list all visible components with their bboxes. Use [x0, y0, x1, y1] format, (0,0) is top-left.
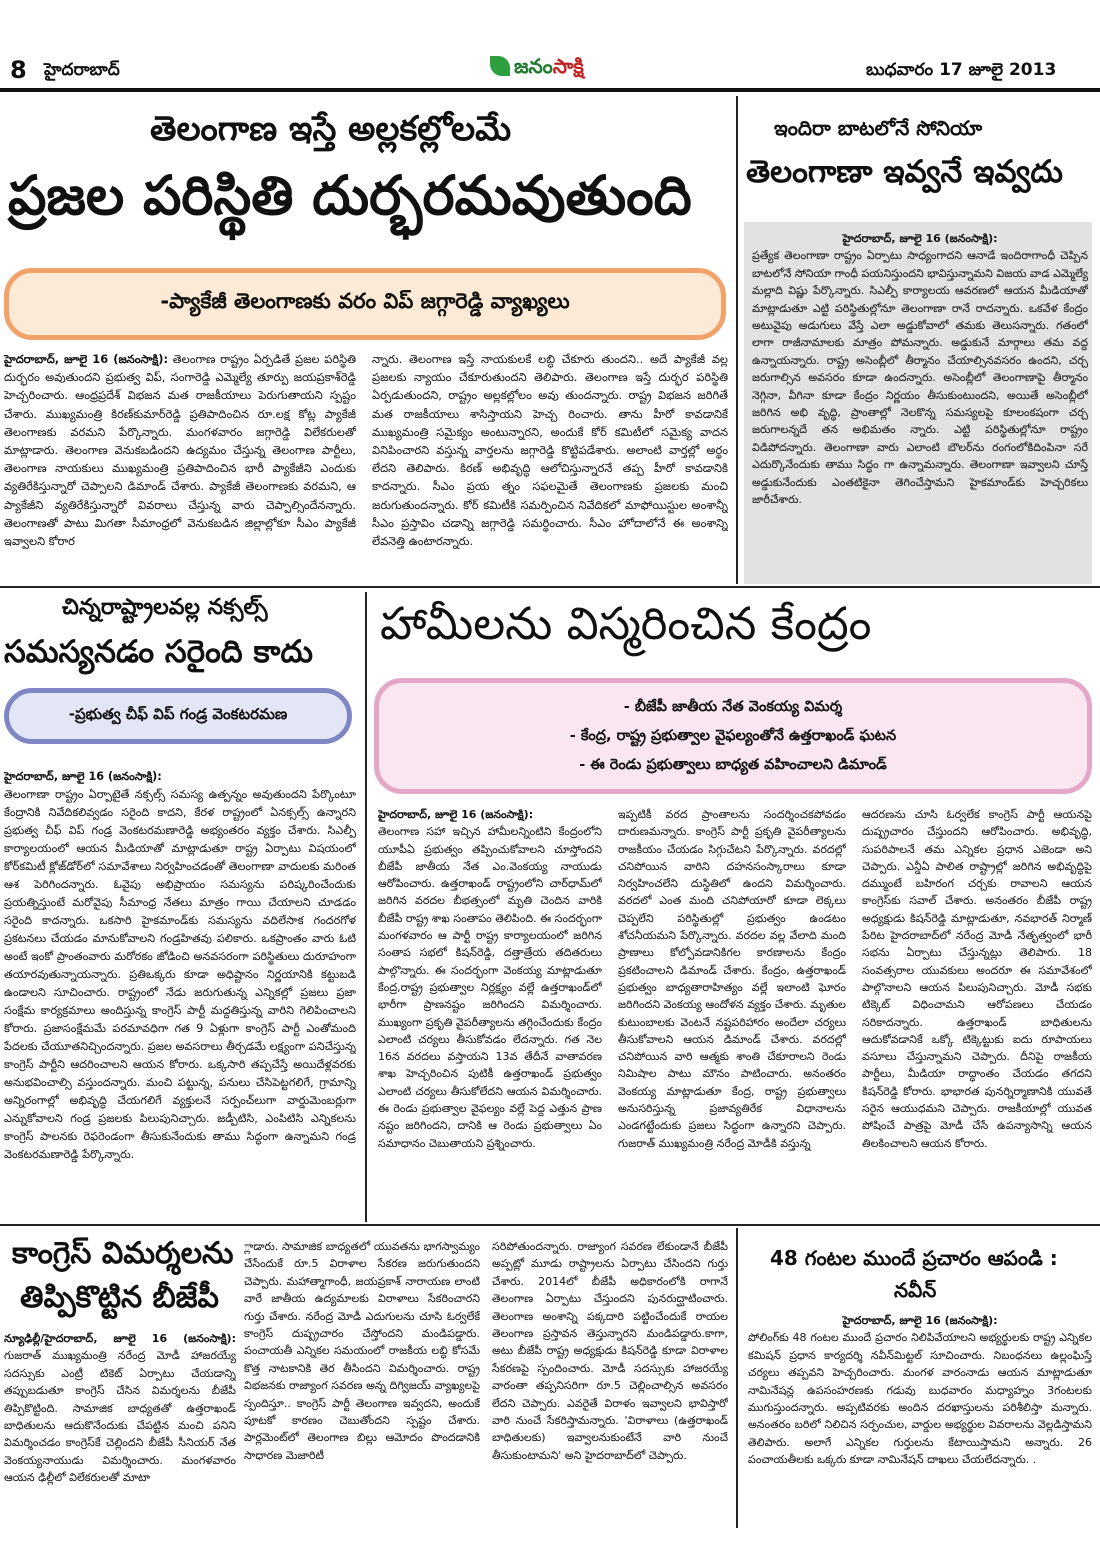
story4-headline: హామీలను విస్మరించిన కేంద్రం	[380, 597, 872, 650]
story1-col1-text: తెలంగాణ రాష్ట్రం ఏర్పడితే ప్రజల పరిస్థితి దుర్భరం అవుతుందని ప్రభుత్వ విప్‌, సంగారెడ్డి ఎమ్మెల్యే తూర్పు జయప్రకాశ్‌రెడ్డి హెచ్చరించారు. ఆంధ్రప్రదేశ్‌ విభజన మత రాజకీయాలు పెరుగుతాయని స్పష్టం చేశారు. ముఖ్యమంత్రి కిరణ్‌కుమార్‌రెడ్డి ప్రతిపాదించిన రూ.లక్ష కోట్ల ప్యాకేజీ తెలంగాణకు వరమని పేర్కొన్నారు. మంగళవారం జగ్గారెడ్డి విలేకరులతో మాట్లాడారు. తెలంగాణ వెనుకబడిందని ఉద్యమం చేస్తున్న తెలంగాణ పార్టీలు, తెలంగాణ నాయకులు ముఖ్యమంత్రి ప్రతిపాదించిన భారీ ప్యాకేజీని ఎందుకు వ్యతిరేకిస్తున్నారో చెప్పాలని డిమాండ్‌ చేశారు. ప్యాకేజీ తెలంగాణకు వరమని, ఆ ప్యాకేజీని వ్యతిరేకిస్తున్నారో వివరాలు చేస్తున్న వారు చెప్పాల్సిందేనన్నారు. తెలంగాణతో పాటు మిగతా సీమాంధ్రలో వెనుకబడిన జిల్లాల్లోకూ సీఎం ప్యాకేజీ ఇవ్వాలని కోరార	[4, 352, 356, 549]
story4-col2	[618, 806, 846, 1218]
story2-dateline: హైదరాబాద్‌, జూలై 16 (జనంసాక్షి):	[842, 232, 998, 245]
newspaper-logo	[490, 54, 584, 83]
story2-headline: తెలంగాణా ఇవ్వనే ఇవ్వదు	[746, 154, 1063, 190]
story1-kicker: తెలంగాణ ఇస్తే అల్లకల్లోలమే	[150, 109, 512, 149]
story1-col2	[372, 350, 728, 582]
story3-body	[4, 768, 356, 1218]
story4-bullet: - కేంద్ర, రాష్ట్ర ప్రభుత్వాల వైఫల్యంతోనే ఉత్తరాఖండ్‌ ఘటన	[569, 727, 897, 744]
story3-body-text: తెలంగాణా రాష్ట్రం ఏర్పాటైతే నక్సల్స్‌ సమస్య ఉత్పన్నం అవుతుందని పేర్కొంటూ కేంద్రానికి నివేదికలివ్వడం సరైంది కాదని, కేరళ రాష్ట్రంలో ఏనక్సల్స్‌ ఉన్నారని ప్రభుత్వ చీఫ్‌ విప్‌ గండ్ర వెంకటరమణారెడ్డి అభ్యంతరం వ్యక్తం చేశారు. సిఎల్పీ కార్యాలయంలో ఆయన మీడియాతో మాట్లాడుతూ రాష్ట్ర ఏర్పాటు విషయంలో కోర్‌కమిటీ క్లోజ్‌డోర్‌లో సమావేశాలు నిర్వహించడంతో తెలంగాణా వాదులకు మరింత ఆశ పెరిగిందన్నారు. ఓవైపు అభిప్రాయం సమస్యను పరిష్కరించేందుకు ప్రయత్నిస్తుంటే మరోవైపు సీమాంధ్ర నేతలు మాత్రం గాయి చేయాలని చూడడం సరైంది కాదన్నారు. ఒకసారి హైకమాండ్‌కు సమస్యను వదిలేసాక గందరగోళ ప్రకటనలు చేయడం మానుకోవాలని గండ్రహితవు పలికారు. ఒకప్రాంతం వారు ఓటి అంటే ఇంకో ప్రాంతంవారు మరోరకం జోడించి అనవసరంగా పరిస్థితులు దురూహంగా తయారవుతున్నాయన్నారు. ప్రతిఒక్కరు కూడా అధిష్టానం నిర్ణయానికి కట్టుబడి ఉండాలని సూచించారు. రాష్ట్రంలో నేడు జరుగుతున్న ఎన్నికల్లో ప్రజలు ప్రజా సంక్షేమ కార్యక్రమాలు అందిస్తున్న కాంగ్రెస్‌ పార్టీ మద్దతిస్తున్న వారిని గెలిపించాలని కోరారు. ప్రజాసంక్షేమమే పరమావధిగా గత 9 ఏళ్లుగా కాంగ్రెస్‌ పార్టీ ఎంతోమంది పేదలకు చేయూతనిచ్చిందన్నారు. ప్రజల అవసరాలు తీర్చడమే లక్ష్యంగా పనిచేస్తున్న కాంగ్రెస్‌ పార్టీని ఆదరించాలని ఆయన కోరారు. ఒక్కసారి తప్పచేస్తే అయిదేళ్లవరకు అనుభవించాల్సి వస్తుందన్నారు. మంచి పట్టున్న, పనులు చేసిపెట్టగలిగే, గ్రామాన్ని అన్నిరంగాల్లో అభివృద్ధి చేయగలిగే వ్యక్తులనే సర్పంచ్‌లుగా వార్డుమెంబర్లుగా ఎన్నుకోవాలని గండ్ర ప్రజలకు పిలుపునిచ్చారు. జడ్పీటిసి, ఎంపిటిసి ఎన్నికలను కాంగ్రెస్‌ పాలనకు రెఫరెండంగా తీసుకునేందుకు తాము సిద్ధంగా ఉన్నామని గండ్ర వెంకటరమణారెడ్డి పేర్కొన్నారు.	[4, 788, 356, 1161]
story5-col2	[244, 1238, 480, 1526]
story3-subhead	[4, 688, 352, 744]
story5-dateline: న్యూఢిల్లీ/హైదరాబాద్‌, జూలై 16 (జనంసాక్షి):	[4, 1332, 236, 1345]
edition-city: హైదరాబాద్‌	[44, 60, 120, 80]
story5-headline-line1: కాంగ్రెస్‌ విమర్శలను	[12, 1236, 234, 1271]
story1-headline: ప్రజల పరిస్థితి దుర్భరమవుతుంది	[8, 164, 692, 227]
story6-body-text: పోలింగ్‌కు 48 గంటల ముందే ప్రచారం నిలిపివేయాలని అభ్యర్థులకు రాష్ట్ర ఎన్నికల కమిషన్‌ ప్రధాన కార్యదర్శి నవీన్‌మిట్టల్‌ సూచించారు. నిబంధనలు ఉల్లంఘిస్తే చర్యలు తప్పవని హెచ్చరించారు. మంగళ వారంనాడు ఆయన మాట్లాడుతూ నామినేషన్ల ఉపసంహరణకు గడువు బుధవారం మధ్యాహ్నం 3గంటలకు ముగుస్తుందన్నారు. అప్పటివరకు అందిన దరఖాస్తులను పరిశీలిస్తా మన్నారు. అనంతరం బరిలో నిలిచిన సర్పంచుల, వార్డుల అభ్యర్థుల వివరాలను వెల్లడిస్తామని తెలిపారు. అలాగే ఎన్నికల గుర్తులను కేటాయిస్తామని అన్నారు. 26 పంచాయతీలకు ఒక్కరు కూడా నామినేషన్‌ దాఖలు చేయలేదన్నారు. .	[748, 1331, 1092, 1467]
story1-col1	[4, 350, 356, 582]
leaf-icon	[490, 56, 510, 76]
story1-subhead-text: -ప్యాకేజీ తెలంగాణకు వరం విప్‌ జగ్గారెడ్డి వ్యాఖ్యలు	[160, 289, 570, 313]
section-rule	[0, 586, 1100, 588]
story4-bullet: - బీజేపీ జాతీయ నేత వెంకయ్య విమర్శ	[623, 698, 843, 715]
column-rule	[365, 592, 367, 1222]
story3-dateline: హైదరాబాద్‌, జూలై 16 (జనంసాక్షి):	[4, 770, 162, 783]
story5-col1-text: గుజరాత్‌ ముఖ్యమంత్రి నరేంద్ర మోడీ హాజరయ్యే సదస్సుకు ఎంట్రీ టికెట్‌ ఏర్పాటు చేయడాన్ని తప్పుబడుతూ కాంగ్రెస్‌ చేసిన విమర్శలను బీజేపీ తిప్పికొట్టింది. సామాజిక బాధ్యతతో ఉత్తరాఖండ్‌ బాధితులను ఆదుకొనేందుకు చేపట్టిన మంచి పనిని విమర్శించడం కాంగ్రెస్‌కే చెల్లిందని బీజేపీ సీనియర్‌ నేత వెంకయ్యనాయుడు విమర్శించారు. మంగళవారం ఆయన ఢిల్లీలో విలేకరులతో మాటా	[4, 1349, 236, 1485]
story5-col3	[492, 1238, 728, 1526]
masthead-rule	[0, 88, 1100, 92]
story3-headline: సమస్యనడం సరైంది కాదు	[4, 634, 313, 670]
section-rule	[0, 1224, 1100, 1226]
story6-body	[748, 1312, 1092, 1524]
story4-bullets	[374, 678, 1092, 794]
story4-bullet: - ఈ రెండు ప్రభుత్వాలు బాధ్యత వహించాలని డిమాండ్‌	[579, 756, 887, 773]
logo-text: జనం	[514, 54, 553, 78]
story5-col1	[4, 1330, 236, 1526]
story2-kicker: ఇందిరా బాటలోనే సోనియా	[774, 116, 983, 140]
story4-col3	[862, 806, 1092, 1218]
story5-headline-line2: తిప్పికొట్టిన బీజేపీ	[20, 1280, 219, 1315]
story4-col1-text: తెలంగాణ సహా ఇచ్చిన హామీలన్నింటిని కేంద్రంలోని యూపీఏ ప్రభుత్వం తప్పించుకోవాలని చూస్తోందని బీజేపీ జాతీయ నేత ఎం.వెంకయ్య నాయుడు ఆరోపించారు. ఉత్తరాఖండ్‌ రాష్ట్రంలోని చార్‌ధామ్‌లో జరిగిన వరదల బీభత్సంలో మృతి చెందిన వారికి బీజేపీ రాష్ట్ర శాఖ సంతాపం తెలిపింది. ఈ సందర్భంగా మంగళవారం ఆ పార్టీ రాష్ట్ర కార్యాలయంలో జరిగిన సంతాప సభలో కిషన్‌రెడ్డి, దత్తాత్రేయ తదితరులు పాల్గొన్నారు. ఈ సందర్భంగా వెంకయ్య మాట్లాడుతూ కేంద్ర,రాష్ట్ర ప్రభుత్వాల నిర్లక్ష్యం వల్లే ఉత్తరాఖండ్‌లో భారీగా ప్రాణనష్టం జరిగిందని విమర్శించారు. ముఖ్యంగా ప్రకృతి వైపరీత్యాలను తగ్గించేందుకు కేంద్రం ఎలాంటి చర్యలు తీసుకోవడం లేదన్నారు. గత నెల 16న వరదలు వస్తాయని 13వ తేదీనే వాతావరణ శాఖ హెచ్చరించిన పుటికీ ఉత్తరాఖండ్‌ ప్రభుత్వం ఎలాంటి చర్యలు తీసుకోలేదని ఆయన విమర్శించారు. ఈ రెండు ప్రభుత్వాల వైఫల్యం వల్లే పెద్ద ఎత్తున ప్రాణ నష్టం జరిగిందని, దానికి ఆ రెండు ప్రభుత్వాలు ఏం సమాధానం చెబుతాయని ప్రశ్నించారు.	[378, 825, 602, 1150]
page-number: 8	[10, 56, 27, 84]
story1-col2-text: న్నారు. తెలంగాణ ఇస్తే నాయకులకే లబ్ధి చేకూరు తుందని.. అదే ప్యాకేజీ వల్ల ప్రజలకు న్యాయం చేకూరుతుందని తెలిపారు. తెలంగాణ ఇస్తే దుర్భర పరిస్థితి ఏర్పడుతుందని, రాష్ట్రం అల్లకల్లోలం అవు తుందన్నారు. రాష్ట్ర విభజన జరిగితే మత రాజకీయాలు శాసిస్తాయని హెచ్చ రించారు. తాను హీరో కావడానికే ముఖ్యమంత్రి సమైక్యం అంటున్నారని, అందుకే కోర్‌ కమిటీలో సమైక్య వాదన వినిపించారని వస్తున్న వార్తలను జగ్గారెడ్డి కొట్టిపడేశారు. అలాంటి వార్తల్లో అర్థం లేదని తెలిపారు. కిరణ్‌ అభివృద్ధి ఆలోచిస్తున్నారనే తప్ప హీరో కావడానికి కాదన్నారు. సీఎం ప్రయ త్నం సఫలమైతే తెలంగాణకు ప్రజలకు మంచి జరుగుతుందన్నారు. కోర్‌ కమిటీకి సమర్పించిన నివేదికలో మాఫోయిస్టుల అంశాన్నీ సీఎం ప్రస్తావిం చడాన్ని జగ్గారెడ్డి సమర్థించారు. సీఎం హోదాలోనే ఈ అంశాన్ని లేవనెత్తి ఉంటారన్నారు.	[372, 352, 728, 549]
story2-body-text: ప్రత్యేక తెలంగాణా రాష్ట్రం ఏర్పాటు సాధ్యంగాదని ఆనాడే ఇందిరాగాంధీ చెప్పిన బాటలోనే సోనియా గాంధీ పయనిస్తుందని భావిస్తున్నామని విజయ వాడ ఎమ్మెల్యే మల్లాది విష్ణు పేర్కొన్నారు. సిఎల్పీ కార్యాలయ ఆవరణలో ఆయన మీడియాతో మాట్లాడుతూ ఎట్టి పరిస్థితుల్లోనూ తెలంగాణా రానే రాదన్నారు. ఒకవేళ కేంద్రం అటువైపు అడుగులు వేస్తే ఎలా అడ్డుకోవాలో తమకు తెలుసన్నారు. గతంలో లాగా రాజీనామాలకు మాత్రం పోమన్నారు. అడ్డుకునే మార్గాలు తమ వద్ద ఉన్నాయన్నారు. రాష్ట్ర అసెంబ్లీలో తీర్మానం చేయాల్సినవసరం ఉందని, చర్చ జరుగాల్సిన అవసరం కూడా ఉందన్నారు. అసెంబ్లీలో తెలంగాణాపై తీర్మానం నెగ్గినా, వీగినా కూడా కేంద్రం నిర్ణయం తీసుకుంటుందని, అయితే అసెంబ్లీలో జరిగిన అభి వృద్ధి, ప్రాంతాల్లో నెలకొన్న సమస్యలపై కూలంకషంగా చర్చ జరుగాలన్నదే తన అభిమతం న్నారు. ఎట్టి పరిస్థితుల్లోనూ రాష్ట్రం విడిపోదన్నారు. తెలంగాణా వారు ఎలాంటి బౌలర్‌ను రంగంలోకిదింపినా సరే ఎదుర్కొనేందుకు తాము సిద్ధం గా ఉన్నామన్నారు. తెలంగాణా ఇవ్వాలని చూస్తే అడ్డుకునేందుకు ఎంతటికైనా తెగించేస్తామని హైకమాండ్‌కు హెచ్చరికలు జారీచేశారు.	[752, 249, 1088, 507]
story5-col2-text: ్లాడారు. సామాజిక బాధ్యతలో యువతను భాగస్వామ్యం చేసేందుకే రూ.5 విరాళాల సేకరణ జరుగుతుందని చెప్పారు. మహాత్మాగాంధీ, జయప్రకాశ్‌ నారాయణ లాంటి వారే జాతీయ ఉద్యమాలకు విరాళాలు సేకరించారని గుర్తు చేశారు. నరేంద్ర మోడీ ఎదుగులను చూసి ఓర్వలేకే కాంగ్రెస్‌ దుష్ప్రచారం చేస్తోందని మండిపడ్డారు. పంచాయతీ ఎన్నికల సమయంలో రాజకీయ లబ్ధి కోసమే కొత్త నాటకానికి తెర తీసిందని విమర్శించారు. రాష్ట్ర విభజనకు రాజ్యాంగ సవరణ అన్న దిగ్విజయ్‌ వ్యాఖ్యలపై స్పందిస్తూ.. కాంగ్రెస్‌ పార్టీ తెలంగాణ ఇవ్వదని, అందుకే పూటకో కారణం చెబుతోందని స్పష్టం చేశారు. పార్లమెంట్‌లో తెలంగాణ బిల్లు ఆమోదం పొందడానికి సాధారణ మెజారిటీ	[244, 1240, 480, 1462]
story4-dateline: హైదరాబాద్‌, జూలై 16 (జనంసాక్షి):	[378, 808, 534, 821]
story3-subhead-text: -ప్రభుత్వ చీఫ్‌ విప్‌ గండ్ర వెంకటరమణ	[68, 705, 288, 723]
column-rule	[736, 96, 738, 584]
logo-text-accent: సాక్షి	[552, 54, 584, 78]
story1-subhead	[4, 268, 726, 340]
story5-col3-text: సరిపోతుందన్నారు. రాజ్యాంగ సవరణ లేకుండానే బీజేపీ అప్పట్లో మూడు రాష్ట్రాలను ఏర్పాటు చేసిందని గుర్తు చేశారు. 2014లో బీజేపీ అధికారంలోకి రాగానే తెలంగాణ ఏర్పాటు చేస్తుందని పునరుద్ఘాటించారు. తెలంగాణ అంశాన్ని పక్కదారి పట్టించేందుకే రాయల తెలంగాణ ప్రస్తావన తెస్తున్నారని మండిపడ్డారు.కాగా, అటు బీజేపీ రాష్ట్ర అధ్యక్షుడు కిషన్‌రెడ్డి కూడా విరాళాల సేకరణపై స్పందించారు. మోడీ సదస్సుకు హాజరయ్యే వారంతా తప్పనిసరిగా రూ.5 చెల్లించాల్సిన అవసరం లేదని చెప్పారు. ఎవరైతే విరాళం ఇవ్వాలని భావిస్తారో వారి నుంచే సేకరిస్తామన్నారు. 'విరాళాలు (ఉత్తరాఖండ్‌ బాధితులకు) ఇవ్వాలనుకుంటేనే వారి నుంచే తీసుకుంటామని' అని హైదరాబాద్‌లో చెప్పారు.	[492, 1240, 728, 1462]
story6-dateline: హైదరాబాద్‌, జూలై 16 (జనంసాక్షి):	[842, 1314, 998, 1327]
story3-kicker: చిన్నరాష్ట్రాలవల్ల నక్సల్స్‌	[62, 595, 268, 620]
column-rule	[736, 1228, 738, 1528]
story4-col1	[378, 806, 602, 1218]
issue-date: బుధవారం 17 జూలై 2013	[866, 60, 1057, 80]
story4-col2-text: ఇప్పటికీ వరద ప్రాంతాలను సందర్శించకపోవడం దారుణమన్నారు. కాంగ్రెస్‌ పార్టీ ప్రకృతి వైపరీత్యాలను రాజకీయం చేయడం సిగ్గుచేటని పేర్కొన్నారు. వరదల్లో చనిపోయిన వారిని దహనసంస్కారాలు కూడా నిర్వహించలేని దుస్థితిలో ఉందని విమర్శించారు. వరదలో ఎంత మంది చనిపోయారో కూడా లెక్కలు చెప్పలేని పరిస్థితుల్లో ప్రభుత్వం ఉండటం శోచనీయమని పేర్కొన్నారు. వరదల వల్ల వేలాది మంది ప్రాణాలు కోల్పోవడానికిగల కారణాలను కేంద్రం ప్రకటించాలని డిమాండ్‌ చేశారు. కేంద్రం, ఉత్తరాఖండ్‌ ప్రభుత్వం బాధ్యతారాహిత్యం వల్లే ఇలాంటి ఘోరం జరిగిందని వెంకయ్య ఆందోళన వ్యక్తం చేశారు. మృతుల కుటుంబాలకు వెంటనే నష్టపరిహారం అందేలా చర్యలు తీసుకోవాలని ఆయన డిమాండ్‌ చేశారు. వరదల్లో చనిపోయిన వారి ఆత్మకు శాంతి చేకూరాలని రెండు నిమిషాల పాటు మౌనం పాటించారు. అనంతరం వెంకయ్య మాట్లాడుతూ కేంద్ర, రాష్ట్ర ప్రభుత్వాలు అనుసరిస్తున్న ప్రజావ్యతిరేక విధానాలను ఎండగట్టేందుకు ప్రజలు సిద్ధంగా ఉన్నారని చెప్పారు. గుజరాత్‌ ముఖ్యమంత్రి నరేంద్ర మోడీకి వస్తున్న	[618, 808, 846, 1150]
story2-body	[752, 230, 1088, 548]
masthead	[0, 52, 1100, 92]
story1-dateline: హైదరాబాద్‌, జూలై 16 (జనంసాక్షి):	[4, 352, 168, 366]
story4-col3-text: ఆదరణను చూసి ఓర్వలేక కాంగ్రెస్‌ పార్టీ ఆయనపై దుష్ప్రచారం చేస్తుందని ఆరోపించారు. అభివృద్ధి, సుపరిపాలనే తమ ఎన్నికల ప్రధాన ఎజెండా అని చెప్పారు. ఎన్డీఏ పాలిత రాష్ట్రాల్లో జరిగిన అభివృద్ధిపై దమ్ముంటే బహిరంగ చర్చకు రావాలని ఆయన కాంగ్రెస్‌కు సవాల్‌ చేశారు. అనంతరం బీజేపీ రాష్ట్ర అధ్యక్షుడు కిషన్‌రెడ్డి మాట్లాడుతూ, నవభారత్‌ నిర్మాణ్‌ పేరిట హైదరాబాద్‌లో నరేంద్ర మోడీ నేతృత్వంలో భారీ సభను ఏర్పాటు చేస్తున్నట్లు తెలిపారు. 18 సంవత్సరాల యువకులు అందరూ ఈ సమావేశంలో పాల్గొనాలని ఆయన పిలుపునిచ్చారు. మోడీ సభకు టిక్కెట్‌ విధించామని ఆరోపణలు చేయడం సరికాదన్నారు. ఉత్తరాఖండ్‌ బాధితులను ఆదుకోవడానికే ఒక్కో టిక్కెట్టుకు ఐదు రూపాయలు వసూలు చేస్తున్నామని చెప్పారు. దీనిపై రాజకీయ పార్టీలు, మీడియా రాద్ధాంతం చేయడం తగదని కిషన్‌రెడ్డి కోరారు. భాభారత పునర్నిర్మాణానికి యువతే సరైన ఆయుధమని చెప్పారు. రాజకీయాల్లో యువత పోషించే పాత్రపై మోడీ చేసే ఉపన్యాసాన్ని ఆయన తిలకించాలని ఆయన కోరారు.	[862, 808, 1092, 1150]
story6-headline-line2: నవీన్‌	[894, 1278, 937, 1302]
story6-headline-line1: 48 గంటల ముందే ప్రచారం ఆపండి :	[770, 1246, 1058, 1270]
